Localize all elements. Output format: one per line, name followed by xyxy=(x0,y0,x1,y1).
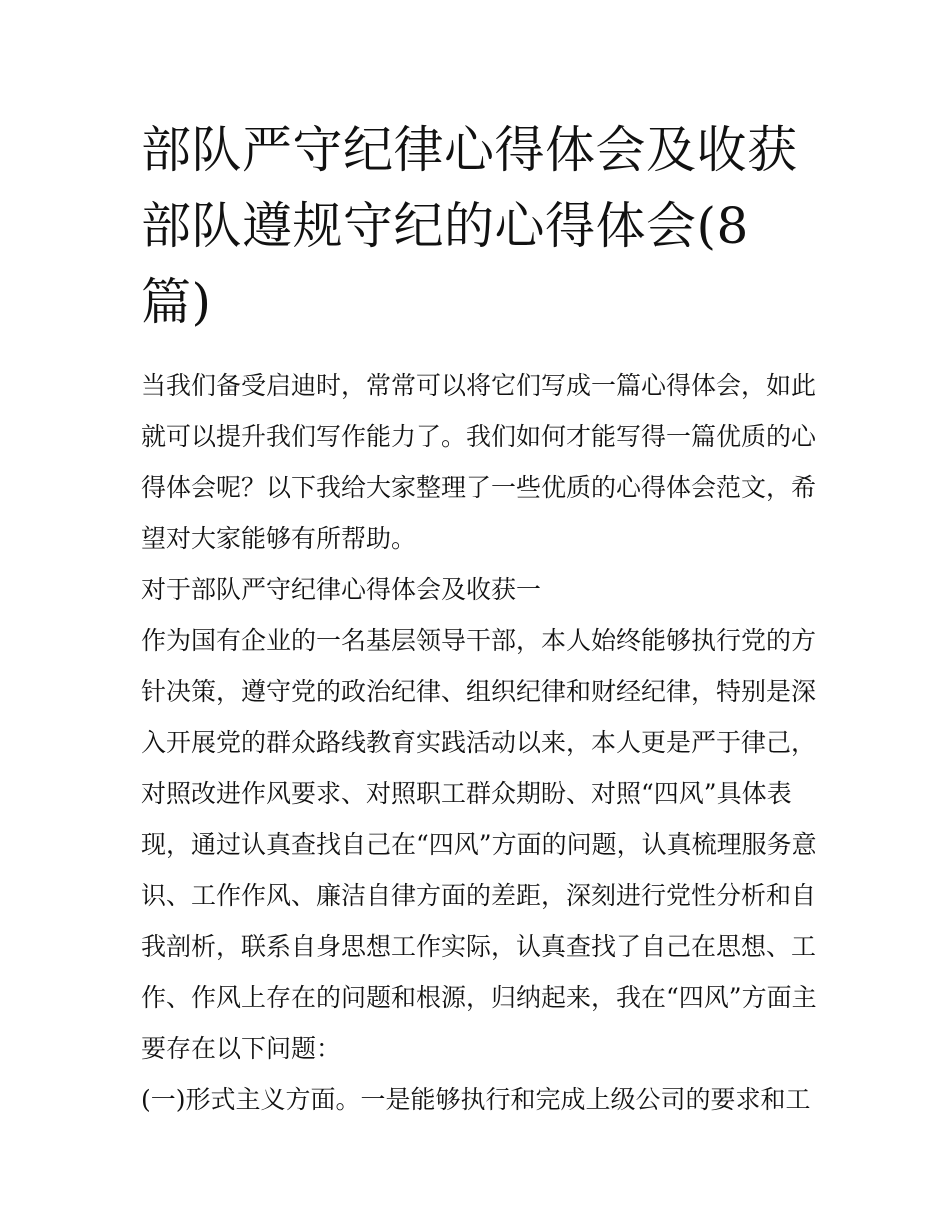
body-line-7: 我剖析，联系自身思想工作实际，认真查找了自己在思想、工 xyxy=(141,932,817,961)
intro-line-2: 就可以提升我们写作能力了。我们如何才能写得一篇优质的心 xyxy=(141,422,817,451)
intro-line-1: 当我们备受启迪时，常常可以将它们写成一篇心得体会，如此 xyxy=(141,371,817,400)
body-line-8: 作、作风上存在的问题和根源，归纳起来，我在“四风”方面主 xyxy=(141,983,817,1012)
body-paragraph xyxy=(141,615,816,1074)
body-line-4: 对照改进作风要求、对照职工群众期盼、对照“四风”具体表 xyxy=(141,779,792,808)
section-heading-text: 对于部队严守纪律心得体会及收获一 xyxy=(141,575,542,604)
title-line-3: 篇) xyxy=(141,273,212,331)
body-line-5: 现，通过认真查找自己在“四风”方面的问题，认真梳理服务意 xyxy=(141,830,817,859)
intro-line-4: 望对大家能够有所帮助。 xyxy=(141,524,417,553)
document-content xyxy=(141,112,816,1125)
list-item-line-1: (一)形式主义方面。一是能够执行和完成上级公司的要求和工 xyxy=(141,1085,811,1114)
title-line-1: 部队严守纪律心得体会及收获 xyxy=(141,121,798,179)
intro-line-3: 得体会呢？以下我给大家整理了一些优质的心得体会范文，希 xyxy=(141,473,817,502)
body-line-2: 针决策，遵守党的政治纪律、组织纪律和财经纪律，特别是深 xyxy=(141,677,817,706)
list-item-paragraph xyxy=(141,1074,816,1125)
section-heading xyxy=(141,564,816,615)
body-line-3: 入开展党的群众路线教育实践活动以来，本人更是严于律己， xyxy=(141,728,817,757)
body-line-6: 识、工作作风、廉洁自律方面的差距，深刻进行党性分析和自 xyxy=(141,881,817,910)
body-line-1: 作为国有企业的一名基层领导干部，本人始终能够执行党的方 xyxy=(141,626,817,655)
intro-paragraph xyxy=(141,360,816,564)
title-line-2: 部队遵规守纪的心得体会(8 xyxy=(141,197,749,255)
document-title xyxy=(141,112,816,340)
body-line-9: 要存在以下问题： xyxy=(141,1034,342,1063)
